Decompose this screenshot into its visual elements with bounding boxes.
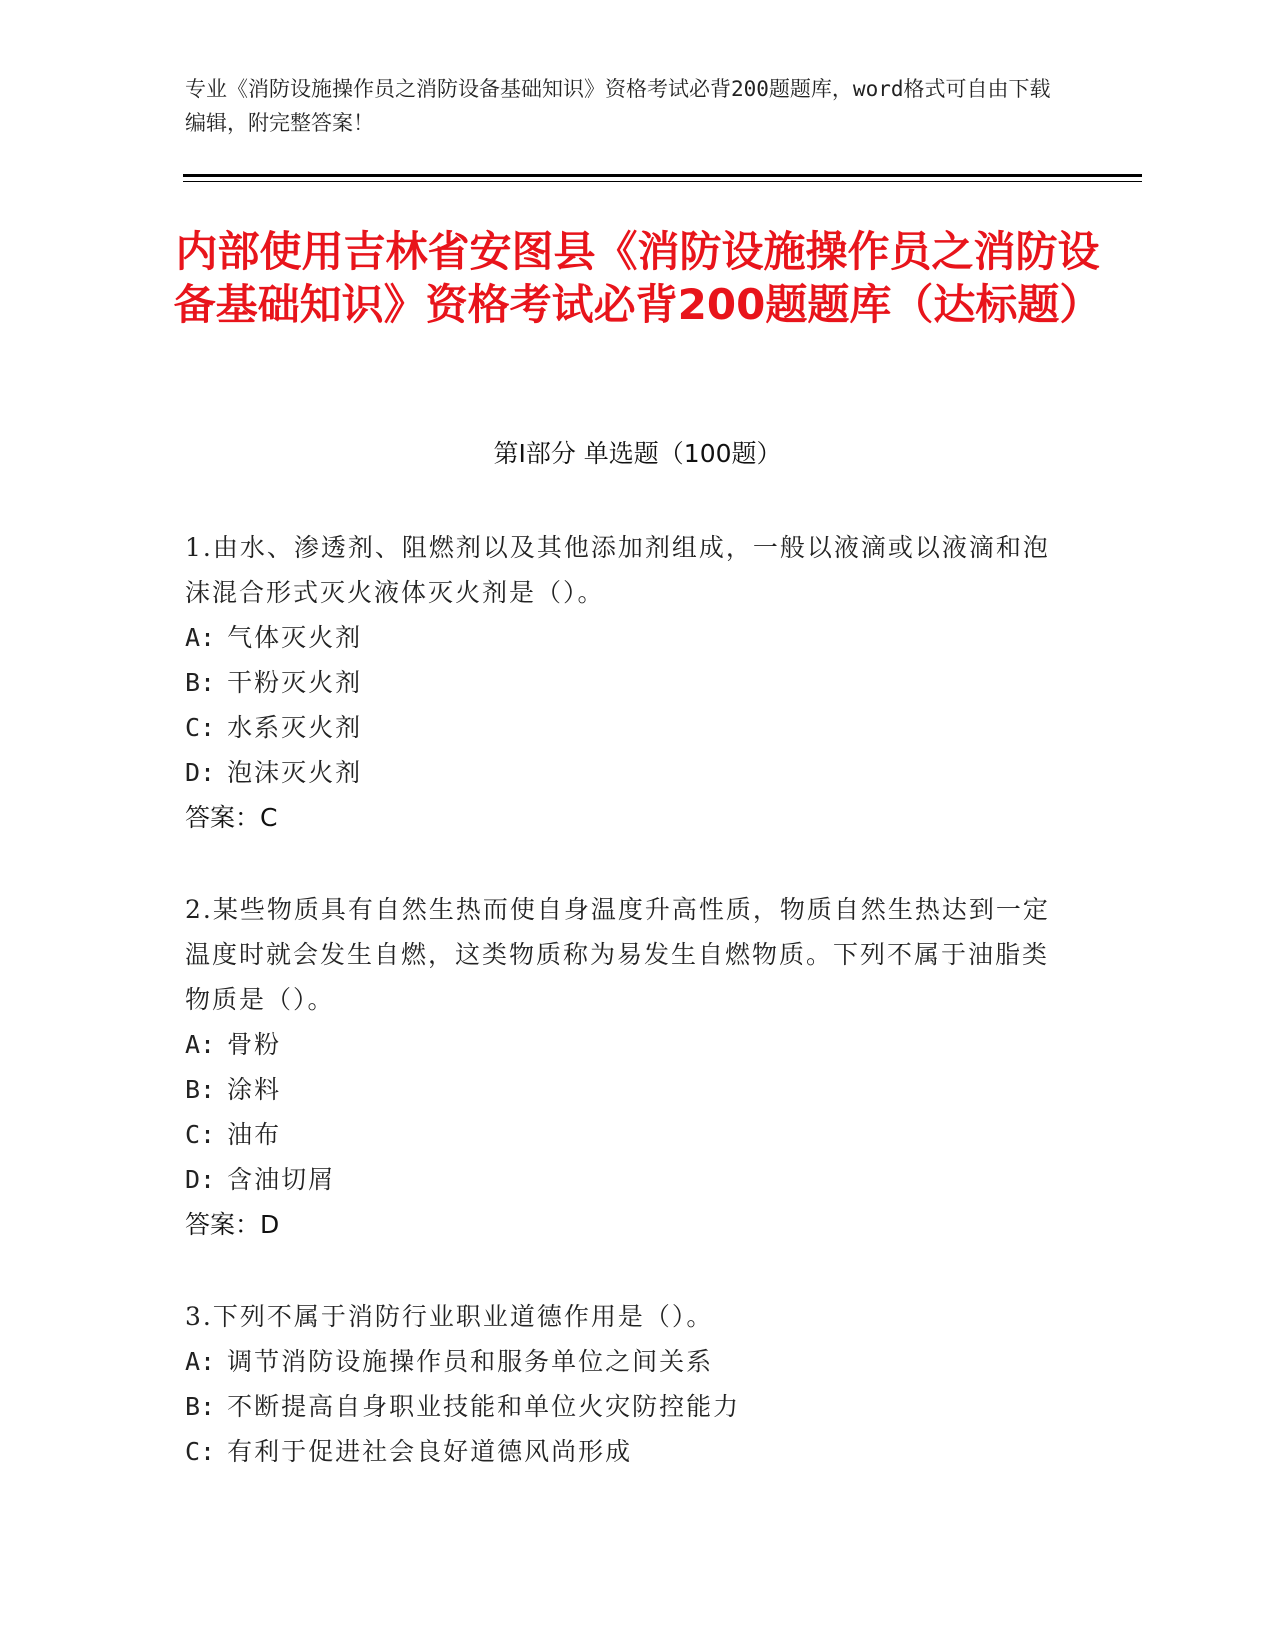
answer-line: 答案：C — [185, 803, 278, 832]
option-text: 干粉灭火剂 — [227, 668, 363, 697]
option-letter: A: — [185, 623, 216, 652]
option-b — [185, 1067, 1065, 1112]
option-c — [185, 705, 1065, 750]
option-a — [185, 1022, 1065, 1067]
option-text: 水系灭火剂 — [227, 713, 363, 742]
header-rule-thick — [183, 174, 1142, 177]
option-letter: D: — [185, 758, 216, 787]
question-stem: 1.由水、渗透剂、阻燃剂以及其他添加剂组成，一般以液滴或以液滴和泡沫混合形式灭火液体灭火剂是（）。 — [185, 533, 1050, 607]
option-d — [185, 750, 1065, 795]
option-b — [185, 660, 1065, 705]
section-heading: 第Ⅰ部分 单选题（100题） — [493, 439, 782, 468]
option-letter: B: — [185, 1392, 216, 1421]
option-text: 涂料 — [227, 1075, 282, 1104]
option-letter: B: — [185, 1075, 216, 1104]
option-letter: A: — [185, 1347, 216, 1376]
question-list — [185, 525, 1065, 1521]
option-text: 气体灭火剂 — [227, 623, 363, 652]
option-text: 调节消防设施操作员和服务单位之间关系 — [227, 1347, 714, 1376]
option-b — [185, 1384, 1065, 1429]
question-stem: 3.下列不属于消防行业职业道德作用是（）。 — [185, 1302, 714, 1331]
option-letter: C: — [185, 713, 216, 742]
option-letter: C: — [185, 1437, 216, 1466]
option-a — [185, 615, 1065, 660]
header-note: 专业《消防设施操作员之消防设备基础知识》资格考试必背200题题库，word格式可自由下载编辑，附完整答案！ — [185, 77, 1051, 135]
header-rule-thin — [183, 181, 1142, 182]
option-letter: B: — [185, 668, 216, 697]
answer-line: 答案：D — [185, 1210, 280, 1239]
option-text: 油布 — [227, 1120, 282, 1149]
question-stem: 2.某些物质具有自然生热而使自身温度升高性质，物质自然生热达到一定温度时就会发生自燃，这类物质称为易发生自燃物质。下列不属于油脂类物质是（）。 — [185, 895, 1050, 1014]
option-text: 含油切屑 — [227, 1165, 336, 1194]
question-1 — [185, 525, 1065, 840]
option-text: 有利于促进社会良好道德风尚形成 — [227, 1437, 633, 1466]
option-text: 泡沫灭火剂 — [227, 758, 363, 787]
option-letter: C: — [185, 1120, 216, 1149]
option-c — [185, 1112, 1065, 1157]
document-title: 内部使用吉林省安图县《消防设施操作员之消防设备基础知识》资格考试必背200题题库（达标题） — [173, 227, 1102, 329]
question-2 — [185, 887, 1065, 1247]
option-a — [185, 1339, 1065, 1384]
question-3 — [185, 1294, 1065, 1474]
option-text: 不断提高自身职业技能和单位火灾防控能力 — [227, 1392, 741, 1421]
option-text: 骨粉 — [227, 1030, 282, 1059]
option-d — [185, 1157, 1065, 1202]
option-letter: D: — [185, 1165, 216, 1194]
option-c — [185, 1429, 1065, 1474]
option-letter: A: — [185, 1030, 216, 1059]
